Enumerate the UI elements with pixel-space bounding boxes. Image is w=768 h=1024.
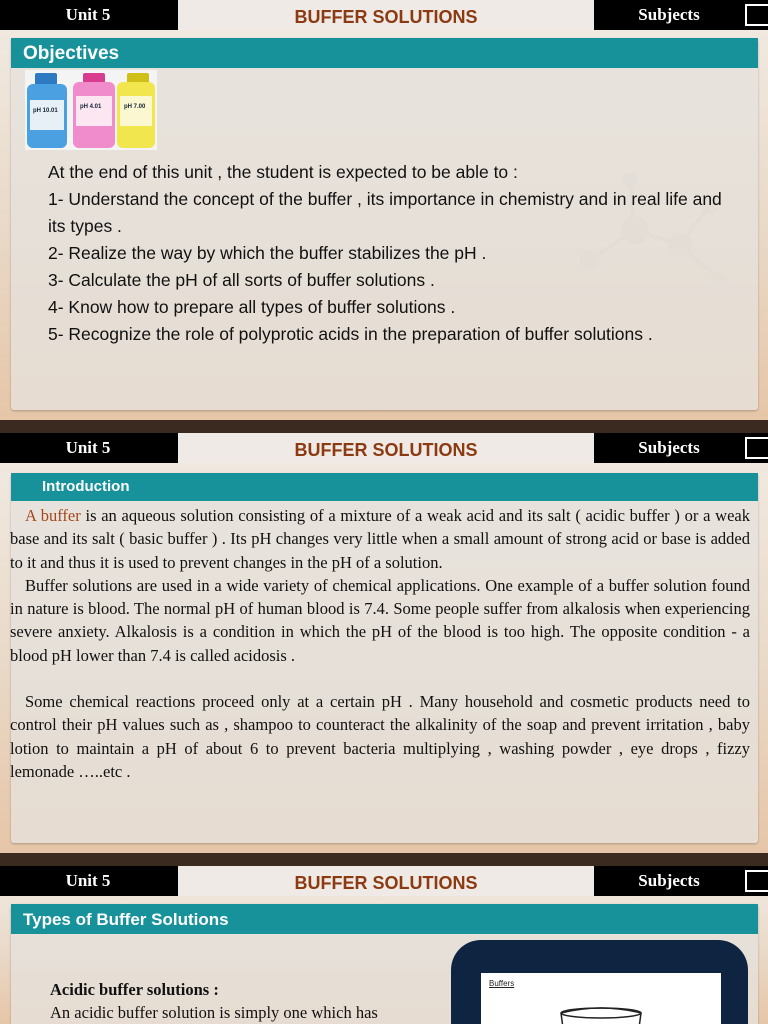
bottle-label: pH 4.01: [80, 104, 102, 110]
unit-label: Unit 5: [65, 438, 111, 457]
acidic-buffer-heading: Acidic buffer solutions :: [50, 980, 219, 999]
objective-item: 2- Realize the way by which the buffer stabilizes the pH .: [48, 243, 487, 263]
header-bar: [0, 866, 768, 896]
buffer-term: A buffer: [25, 506, 81, 525]
menu-toggle-button[interactable]: [745, 4, 768, 26]
page-title: BUFFER SOLUTIONS: [178, 433, 594, 463]
page-title: BUFFER SOLUTIONS: [178, 866, 594, 896]
header-bar: [0, 433, 768, 463]
intro-paragraph: Some chemical reactions proceed only at a certain pH . Many household and cosmetic products need to control their pH values such as , shampoo to counteract the alkalinity of the soap and prevent irritation , baby lotion to maintain a pH of about 6 to prevent bacteria multiplying , washing powder , eye drops , fizzy lemonade …..etc .: [10, 692, 750, 781]
introduction-body: [10, 504, 750, 783]
ph-buffer-bottles-image: [25, 70, 157, 150]
introduction-heading: Introduction: [11, 473, 758, 501]
unit-label: Unit 5: [65, 5, 111, 24]
intro-paragraph-text: is an aqueous solution consisting of a mixture of a weak acid and its salt ( acidic buffer ) or a weak base and its salt ( basic buffer ) . Its pH changes very little when a small amount of strong acid or base is added to it and thus it is used to prevent changes in the pH of a solution.: [10, 506, 750, 572]
objectives-intro: At the end of this unit , the student is expected to be able to :: [48, 162, 518, 182]
subjects-button[interactable]: Subjects: [638, 871, 700, 890]
tablet-screen: [481, 973, 721, 1024]
slide-introduction: [0, 433, 768, 853]
intro-paragraph: Buffer solutions are used in a wide variety of chemical applications. One example of a buffer solution found in nature is blood. The normal pH of human blood is 7.4. Some people suffer from alkalosis when experiencing severe anxiety. Alkalosis is a condition in which the pH of the blood is too high. The opposite condition - a blood pH lower than 7.4 is called acidosis .: [10, 575, 750, 665]
page-title: BUFFER SOLUTIONS: [178, 0, 594, 30]
types-heading: Types of Buffer Solutions: [11, 904, 758, 934]
objective-item: 1- Understand the concept of the buffer , its importance in chemistry and in real life and its types .: [48, 189, 722, 236]
slide-types: [0, 866, 768, 1024]
bottle-label: pH 10.01: [33, 108, 58, 114]
screen-label: Buffers: [489, 979, 515, 988]
objective-item: 3- Calculate the pH of all sorts of buffer solutions .: [48, 270, 435, 290]
beaker-icon: [551, 1003, 651, 1024]
acidic-buffer-text: An acidic buffer solution is simply one which has: [50, 1003, 378, 1022]
objectives-heading: Objectives: [11, 38, 758, 68]
objectives-panel: [11, 38, 758, 410]
menu-toggle-button[interactable]: [745, 870, 768, 892]
objective-item: 5- Recognize the role of polyprotic acids in the preparation of buffer solutions .: [48, 324, 653, 344]
intro-paragraph: [10, 504, 750, 574]
unit-label: Unit 5: [65, 871, 111, 890]
header-bar: [0, 0, 768, 30]
subjects-button[interactable]: Subjects: [638, 5, 700, 24]
objective-item: 4- Know how to prepare all types of buffer solutions .: [48, 297, 456, 317]
bottle-label: pH 7.00: [124, 104, 146, 110]
subjects-button[interactable]: Subjects: [638, 438, 700, 457]
slide-objectives: [0, 0, 768, 420]
objectives-list: [48, 159, 738, 348]
menu-toggle-button[interactable]: [745, 437, 768, 459]
